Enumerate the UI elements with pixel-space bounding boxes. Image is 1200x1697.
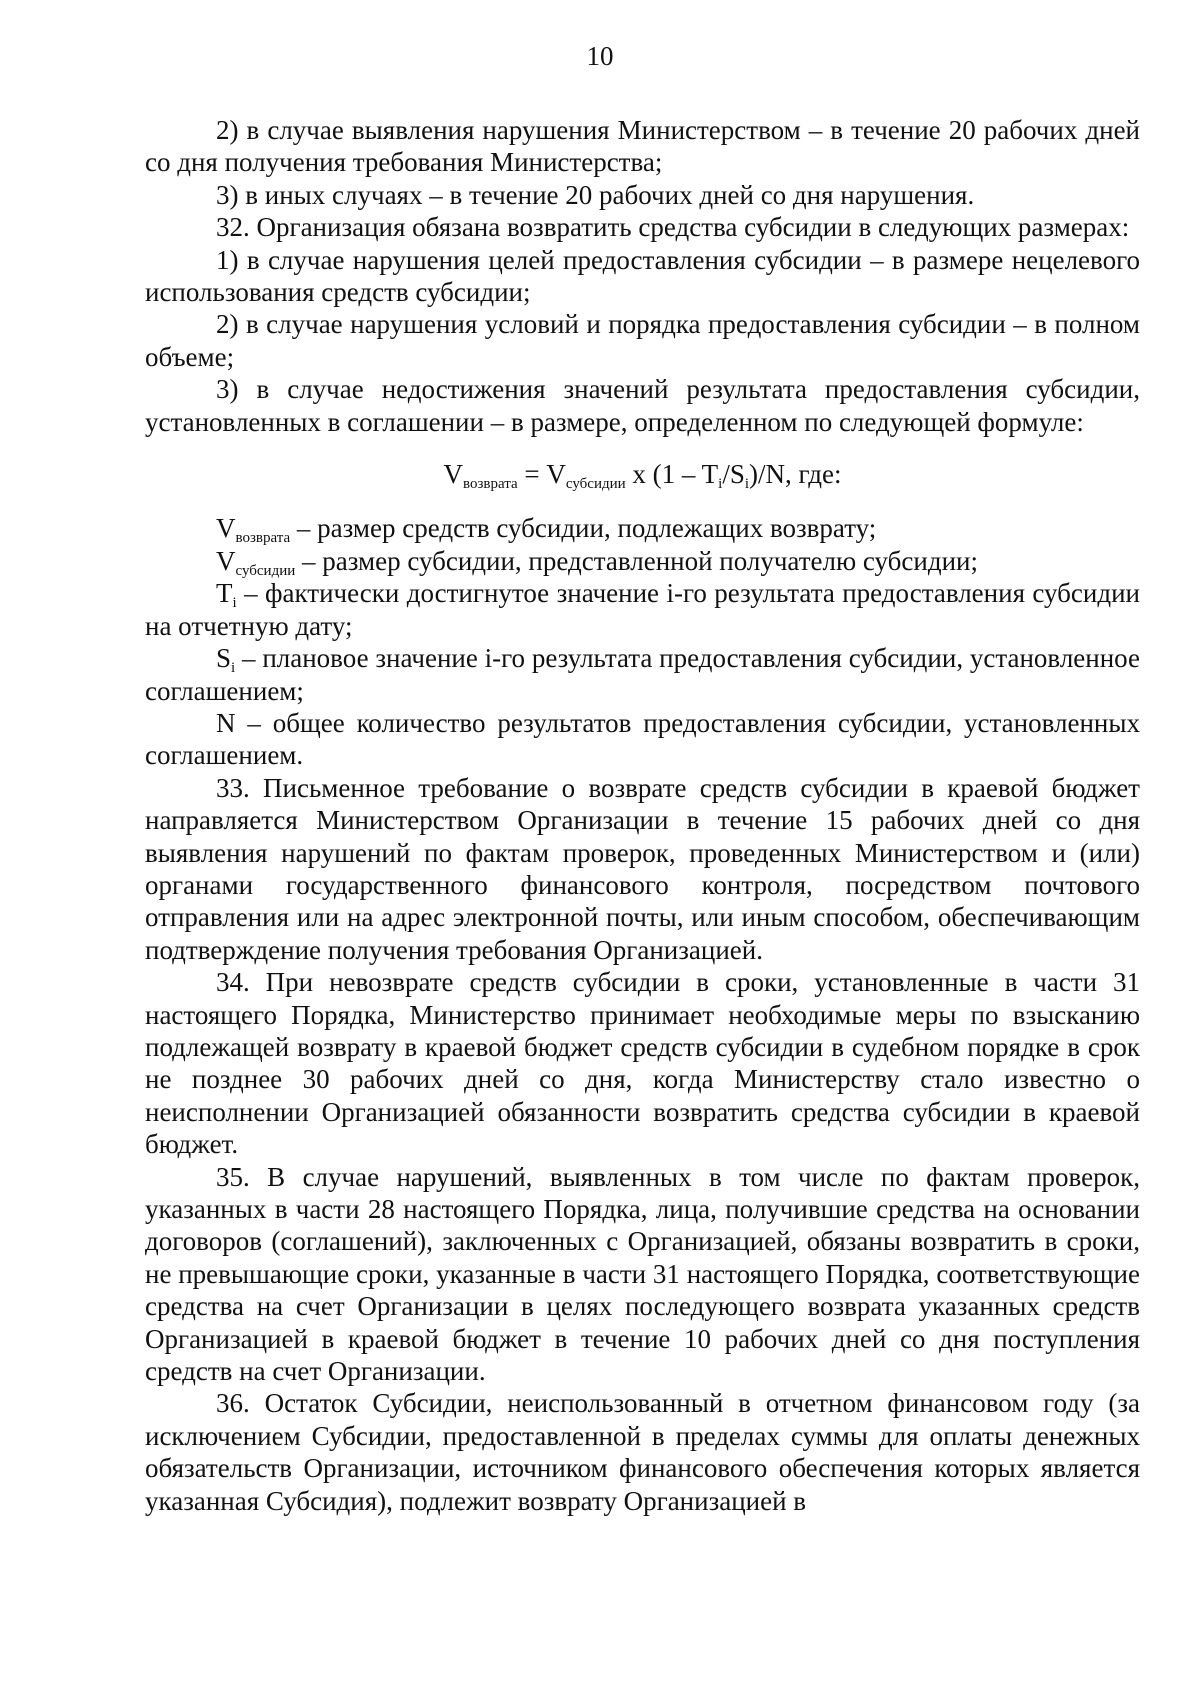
paragraph-36: 36. Остаток Субсидии, неиспользованный в отчетном финансовом году (за исключением Субсидии, предоставленной в пределах суммы для оплаты денежных обязательств Организации, источником финансового обеспечения которых является указанная Субсидия), подлежит возврату Организацией в — [145, 1388, 1140, 1516]
formula-sub-i1: i — [718, 476, 723, 493]
definition-text: – размер средств субсидии, подлежащих возврату; — [290, 513, 877, 544]
paragraph-32-1: 1) в случае нарушения целей предоставления субсидии – в размере нецелевого использования средств субсидии; — [145, 244, 1140, 308]
definition-text: – размер субсидии, представленной получателю субсидии; — [295, 545, 978, 576]
definition-symbol: T — [216, 578, 233, 609]
paragraph-31-2: 2) в случае выявления нарушения Министерством – в течение 20 рабочих дней со дня получения требования Министерства; — [145, 115, 1140, 178]
paragraph-31-3: 3) в иных случаях – в течение 20 рабочих дней со дня нарушения. — [216, 179, 975, 210]
definition-s-i — [145, 642, 1140, 707]
document-body — [145, 114, 1140, 1517]
definition-subscript: субсидии — [235, 562, 296, 579]
paragraph-35: 35. В случае нарушений, выявленных в том числе по фактам проверок, указанных в части 28 настоящего Порядка, лица, получившие средства на основании договоров (соглашений), заключенных с Организацией, обязаны возвратить в сроки, не превышающие сроки, указанные в части 31 настоящего Порядка, соответствующие средства на счет Организации в целях последующего возврата указанных средств Организацией в краевой бюджет в течение 10 рабочих дней со дня поступления средств на счет Организации. — [145, 1161, 1140, 1387]
formula-eq: = — [517, 459, 547, 490]
definition-text: – фактически достигнутое значение i-го результата предоставления субсидии на отчетную дату; — [145, 578, 1140, 641]
definition-subscript: i — [231, 660, 236, 677]
formula-sub-vozvrata: возврата — [463, 476, 518, 493]
definition-subscript: возврата — [235, 530, 291, 547]
definition-t-i — [145, 577, 1140, 642]
formula-v1: V — [443, 459, 463, 490]
definition-symbol: V — [216, 545, 236, 576]
formula-v2: V — [546, 459, 566, 490]
formula-slash: /S — [722, 459, 745, 490]
paragraph-32: 32. Организация обязана возвратить средства субсидии в следующих размерах: — [216, 212, 1130, 243]
definition-text: – плановое значение i-го результата предоставления субсидии, установленное соглашением; — [145, 643, 1140, 706]
paragraph-34: 34. При невозврате средств субсидии в сроки, установленные в части 31 настоящего Порядка, Министерство принимает необходимые меры по взысканию подлежащей возврату в краевой бюджет средств субсидии в судебном порядке в срок не позднее 30 рабочих дней со дня, когда Министерству стало известно о неисполнении Организацией обязанности возвратить средства субсидии в краевой бюджет. — [145, 967, 1140, 1160]
paragraph-32-2: 2) в случае нарушения условий и порядка предоставления субсидии – в полном объеме; — [145, 309, 1140, 372]
formula-sub-subsidii: субсидии — [565, 476, 626, 493]
formula-sub-i2: i — [744, 476, 750, 493]
definition-symbol: V — [216, 513, 236, 544]
definition-v-subsidii — [145, 545, 1140, 577]
definition-n: N – общее количество результатов предоставления субсидии, установленных соглашением. — [145, 707, 1140, 771]
page-number: 10 — [586, 41, 614, 71]
paragraph-33: 33. Письменное требование о возврате средств субсидии в краевой бюджет направляется Министерством Организации в течение 15 рабочих дней со дня выявления нарушений по фактам проверок, проведенных Министерством и (или) органами государственного финансового контроля, посредством почтового отправления или на адрес электронной почты, или иным способом, обеспечивающим подтверждение получения требования Организацией. — [145, 772, 1140, 965]
definition-v-vozvrata — [145, 512, 1140, 547]
definition-subscript: i — [232, 595, 237, 612]
formula-mid: x (1 – T — [625, 459, 719, 490]
definition-symbol: S — [216, 643, 232, 674]
paragraph-32-3: 3) в случае недостижения значений результата предоставления субсидии, установленных в соглашении – в размере, определенном по следующей формуле: — [145, 374, 1140, 437]
formula-tail: )/N, где: — [749, 459, 842, 490]
formula — [145, 458, 1140, 493]
